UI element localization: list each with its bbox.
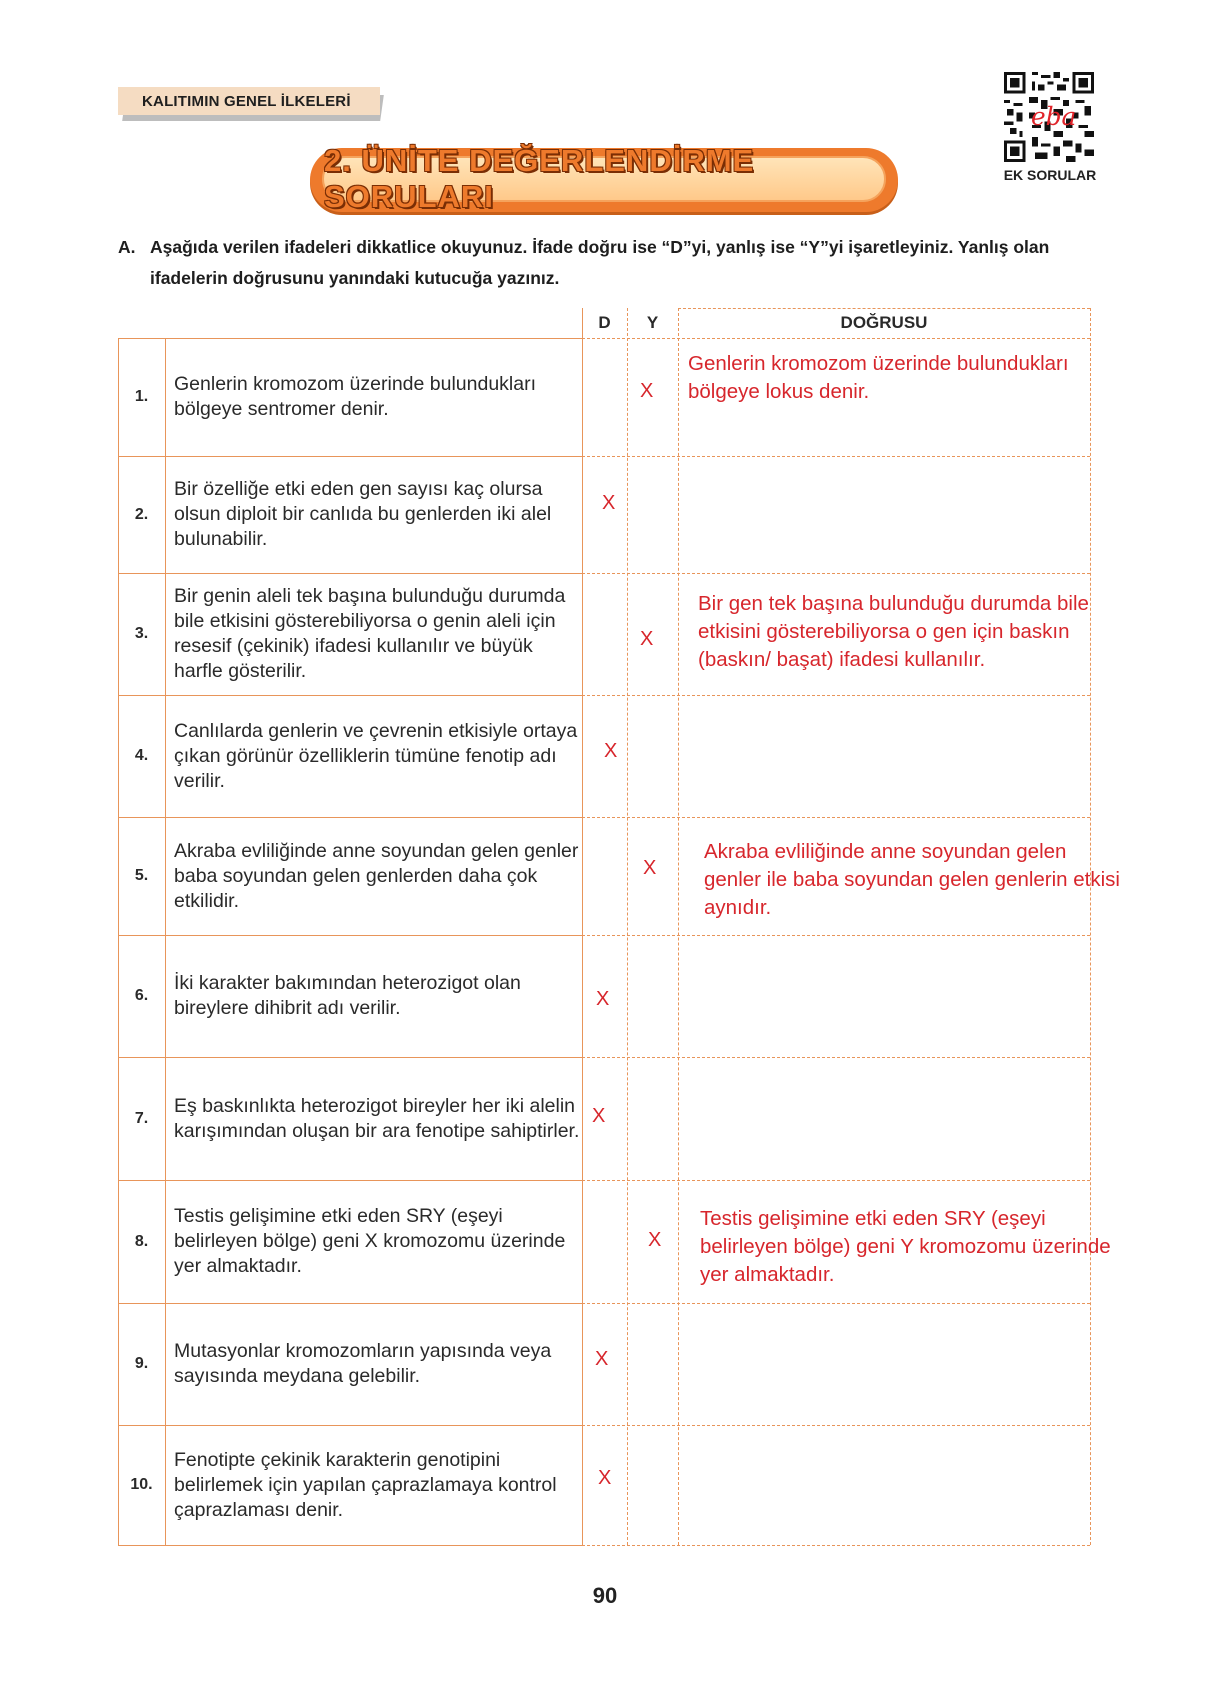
correction-text: Akraba evliliğinde anne soyundan gelen genler ile baba soyundan gelen genlerin etkisi aynıdır. xyxy=(704,840,1120,919)
question-statement: Testis gelişimine etki eden SRY (eşeyi belirleyen bölge) geni X kromozomu üzerinde yer almaktadır. xyxy=(174,1205,566,1277)
question-number: 6. xyxy=(134,987,149,1004)
instructions-text: Aşağıda verilen ifadeleri dikkatlice okuyunuz. İfade doğru ise “D”yi, yanlış ise “Y”yi işaretleyiniz. Yanlış olan ifadelerin doğrusunu yanındaki kutucuğa yazınız. xyxy=(150,237,1050,288)
question-statement: Genlerin kromozom üzerinde bulundukları bölgeye sentromer denir. xyxy=(174,373,537,420)
correction-text: Bir gen tek başına bulunduğu durumda bile etkisini gösterebiliyorsa o gen için baskın (baskın/ başat) ifadesi kullanılır. xyxy=(698,592,1089,671)
question-number: 9. xyxy=(134,1355,149,1372)
question-statement: Fenotipte çekinik karakterin genotipini belirlemek için yapılan çaprazlamaya kontrol çaprazlaması denir. xyxy=(174,1448,557,1521)
question-statement: Eş baskınlıkta heterozigot bireyler her iki alelin karışımından oluşan bir ara fenotipe sahiptirler. xyxy=(174,1094,580,1142)
question-number: 3. xyxy=(134,625,149,642)
question-number: 7. xyxy=(134,1109,149,1127)
question-number: 8. xyxy=(134,1232,149,1250)
question-number: 10. xyxy=(130,1476,153,1493)
answer-mark-d[interactable]: X xyxy=(598,1467,612,1489)
question-number: 4. xyxy=(134,747,149,764)
qr-label: EK SORULAR xyxy=(1003,167,1097,183)
question-number: 1. xyxy=(134,388,149,405)
question-number: 2. xyxy=(134,505,149,523)
question-statement: Akraba evliliğinde anne soyundan gelen genler baba soyundan gelen genlerden daha çok etkilidir. xyxy=(174,839,579,912)
question-statement: Mutasyonlar kromozomların yapısında veya sayısında meydana gelebilir. xyxy=(174,1340,552,1387)
page-title: 2. ÜNİTE DEĞERLENDİRME SORULARI xyxy=(324,143,755,214)
instructions xyxy=(118,232,1090,294)
unit-banner xyxy=(310,143,898,214)
answer-mark-y[interactable]: X xyxy=(640,628,654,650)
answer-mark-y[interactable]: X xyxy=(640,380,654,402)
correction-text: Testis gelişimine etki eden SRY (eşeyi belirleyen bölge) geni Y kromozomu üzerinde yer almaktadır. xyxy=(700,1207,1111,1286)
column-header-d: D xyxy=(598,313,611,332)
question-statement: Bir genin aleli tek başına bulunduğu durumda bile etkisini gösterebiliyorsa o genin aleli için resesif (çekinik) ifadesi kullanılır ve büyük harfle gösterilir. xyxy=(174,585,566,682)
section-tag xyxy=(118,87,380,117)
answer-mark-d[interactable]: X xyxy=(602,492,616,514)
question-statement: Canlılarda genlerin ve çevrenin etkisiyle ortaya çıkan görünür özelliklerin tümüne fenotip adı verilir. xyxy=(174,719,578,792)
qr-logo: eba xyxy=(1030,101,1077,131)
column-header-correction: DOĞRUSU xyxy=(840,313,928,332)
instructions-letter: A. xyxy=(118,237,136,257)
answer-mark-d[interactable]: X xyxy=(592,1105,606,1127)
question-statement: Bir özelliğe etki eden gen sayısı kaç olursa olsun diploit bir canlıda bu genlerden iki alel bulunabilir. xyxy=(174,478,552,550)
page-number: 90 xyxy=(592,1583,618,1608)
correction-text: Genlerin kromozom üzerinde bulundukları bölgeye lokus denir. xyxy=(688,352,1069,403)
answer-mark-d[interactable]: X xyxy=(604,740,618,762)
section-title: KALITIMIN GENEL İLKELERİ xyxy=(118,87,380,115)
question-statement: İki karakter bakımından heterozigot olan bireylere dihibrit adı verilir. xyxy=(174,972,521,1019)
column-header-y: Y xyxy=(646,313,659,332)
answer-mark-d[interactable]: X xyxy=(596,988,610,1010)
qr-code-icon[interactable] xyxy=(1004,72,1094,162)
answer-mark-y[interactable]: X xyxy=(648,1229,662,1251)
answer-mark-y[interactable]: X xyxy=(643,857,657,879)
answer-mark-d[interactable]: X xyxy=(595,1348,609,1370)
question-number: 5. xyxy=(134,867,149,884)
